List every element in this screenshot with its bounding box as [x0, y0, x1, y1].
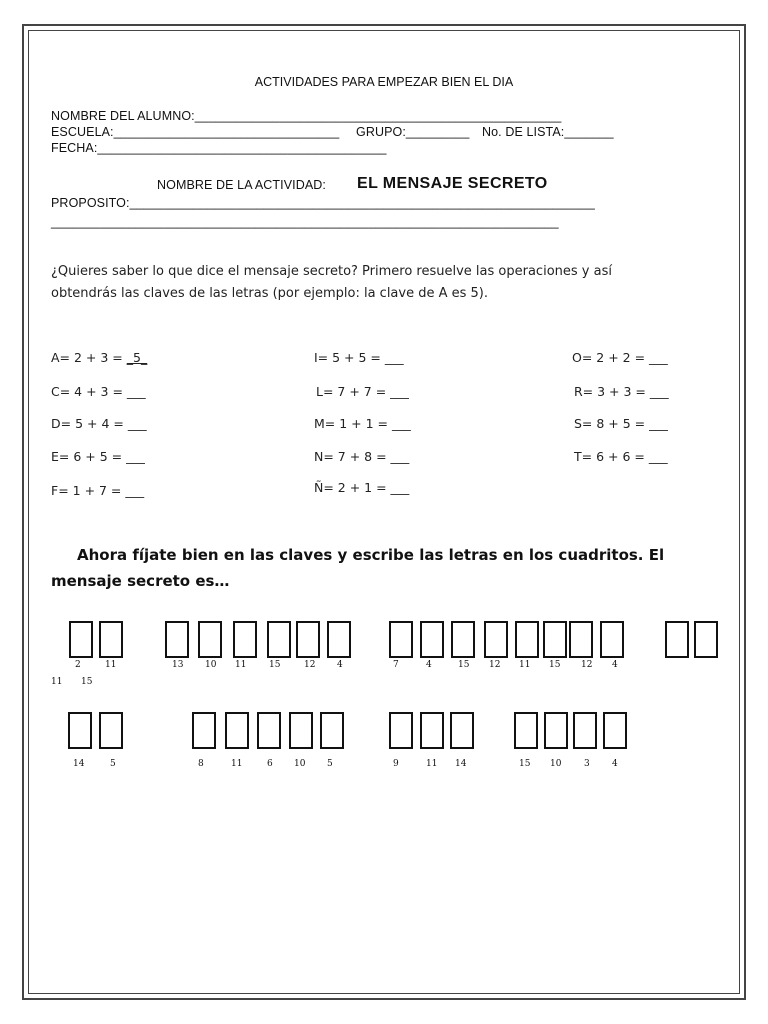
instructions-line-2: obtendrás las claves de las letras (por ejemplo: la clave de A es 5).	[51, 286, 489, 301]
letter-box[interactable]	[198, 621, 222, 658]
letter-box[interactable]	[450, 712, 474, 749]
letter-box[interactable]	[451, 621, 475, 658]
letter-code: 11	[231, 759, 243, 769]
purpose-field: PROPOSITO:__________________________________________________________________	[51, 196, 595, 210]
operation-c: C= 4 + 3 = ___	[51, 384, 146, 399]
letter-code: 10	[294, 759, 306, 769]
letter-box[interactable]	[665, 621, 689, 658]
letter-code: 14	[73, 759, 85, 769]
letter-code: 11	[426, 759, 438, 769]
operation-e: E= 6 + 5 = ___	[51, 449, 145, 464]
operation-m: M= 1 + 1 = ___	[314, 416, 411, 431]
letter-code: 15	[519, 759, 531, 769]
letter-box[interactable]	[99, 712, 123, 749]
letter-box[interactable]	[192, 712, 216, 749]
letter-box[interactable]	[515, 621, 539, 658]
letter-box[interactable]	[603, 712, 627, 749]
letter-code: 8	[198, 759, 204, 769]
group-field: GRUPO:_________	[356, 125, 470, 139]
operation-l: L= 7 + 7 = ___	[316, 384, 409, 399]
letter-box[interactable]	[99, 621, 123, 658]
letter-box[interactable]	[389, 621, 413, 658]
operation-o: O= 2 + 2 = ___	[572, 350, 668, 365]
letter-box[interactable]	[327, 621, 351, 658]
letter-code: 15	[458, 660, 470, 670]
letter-code: 11	[519, 660, 531, 670]
instructions-line-1: ¿Quieres saber lo que dice el mensaje secreto? Primero resuelve las operaciones y así	[51, 264, 612, 279]
letter-box[interactable]	[289, 712, 313, 749]
letter-code: 11	[51, 677, 63, 687]
letter-box[interactable]	[420, 621, 444, 658]
letter-code: 14	[455, 759, 467, 769]
operation-t: T= 6 + 6 = ___	[574, 449, 668, 464]
letter-code: 15	[549, 660, 561, 670]
letter-box[interactable]	[543, 621, 567, 658]
operation-d: D= 5 + 4 = ___	[51, 416, 147, 431]
activity-label: NOMBRE DE LA ACTIVIDAD:	[157, 178, 327, 192]
message-instructions-line-2: mensaje secreto es…	[51, 572, 230, 590]
letter-code: 4	[612, 660, 618, 670]
letter-code: 10	[550, 759, 562, 769]
letter-code: 10	[205, 660, 217, 670]
letter-box[interactable]	[544, 712, 568, 749]
letter-code: 4	[337, 660, 343, 670]
list-number-field: No. DE LISTA:_______	[482, 125, 614, 139]
letter-box[interactable]	[320, 712, 344, 749]
student-name-field: NOMBRE DEL ALUMNO:____________________________________________________	[51, 109, 562, 123]
letter-box[interactable]	[68, 712, 92, 749]
letter-code: 5	[327, 759, 333, 769]
date-field: FECHA:_________________________________________	[51, 141, 387, 155]
letter-box[interactable]	[257, 712, 281, 749]
letter-box[interactable]	[420, 712, 444, 749]
operation-i: I= 5 + 5 = ___	[314, 350, 404, 365]
letter-box[interactable]	[267, 621, 291, 658]
operation-n: N= 7 + 8 = ___	[314, 449, 410, 464]
operation-s: S= 8 + 5 = ___	[574, 416, 668, 431]
letter-code: 2	[75, 660, 81, 670]
purpose-line-2: ________________________________________________________________________	[51, 215, 559, 229]
letter-box[interactable]	[165, 621, 189, 658]
school-field: ESCUELA:________________________________	[51, 125, 340, 139]
operation-a: A= 2 + 3 = _5_	[51, 350, 148, 365]
letter-code: 9	[393, 759, 399, 769]
operation-enie: Ñ= 2 + 1 = ___	[314, 480, 410, 495]
letter-code: 12	[489, 660, 501, 670]
worksheet-title: ACTIVIDADES PARA EMPEZAR BIEN EL DIA	[254, 75, 514, 89]
letter-box[interactable]	[600, 621, 624, 658]
letter-code: 11	[235, 660, 247, 670]
letter-box[interactable]	[225, 712, 249, 749]
activity-name: EL MENSAJE SECRETO	[357, 175, 548, 192]
letter-box[interactable]	[389, 712, 413, 749]
letter-code: 11	[105, 660, 117, 670]
letter-box[interactable]	[484, 621, 508, 658]
letter-box[interactable]	[569, 621, 593, 658]
letter-code: 4	[612, 759, 618, 769]
letter-code: 5	[110, 759, 116, 769]
message-instructions-line-1: Ahora fíjate bien en las claves y escribe las letras en los cuadritos. El	[77, 546, 665, 564]
letter-code: 15	[269, 660, 281, 670]
letter-code: 12	[581, 660, 593, 670]
letter-box[interactable]	[573, 712, 597, 749]
letter-box[interactable]	[233, 621, 257, 658]
letter-code: 3	[584, 759, 590, 769]
operation-f: F= 1 + 7 = ___	[51, 483, 145, 498]
letter-code: 13	[172, 660, 184, 670]
letter-code: 15	[81, 677, 93, 687]
letter-box[interactable]	[694, 621, 718, 658]
operation-r: R= 3 + 3 = ___	[574, 384, 669, 399]
letter-code: 4	[426, 660, 432, 670]
letter-box[interactable]	[69, 621, 93, 658]
letter-box[interactable]	[514, 712, 538, 749]
letter-code: 7	[393, 660, 399, 670]
letter-code: 12	[304, 660, 316, 670]
letter-code: 6	[267, 759, 273, 769]
letter-box[interactable]	[296, 621, 320, 658]
